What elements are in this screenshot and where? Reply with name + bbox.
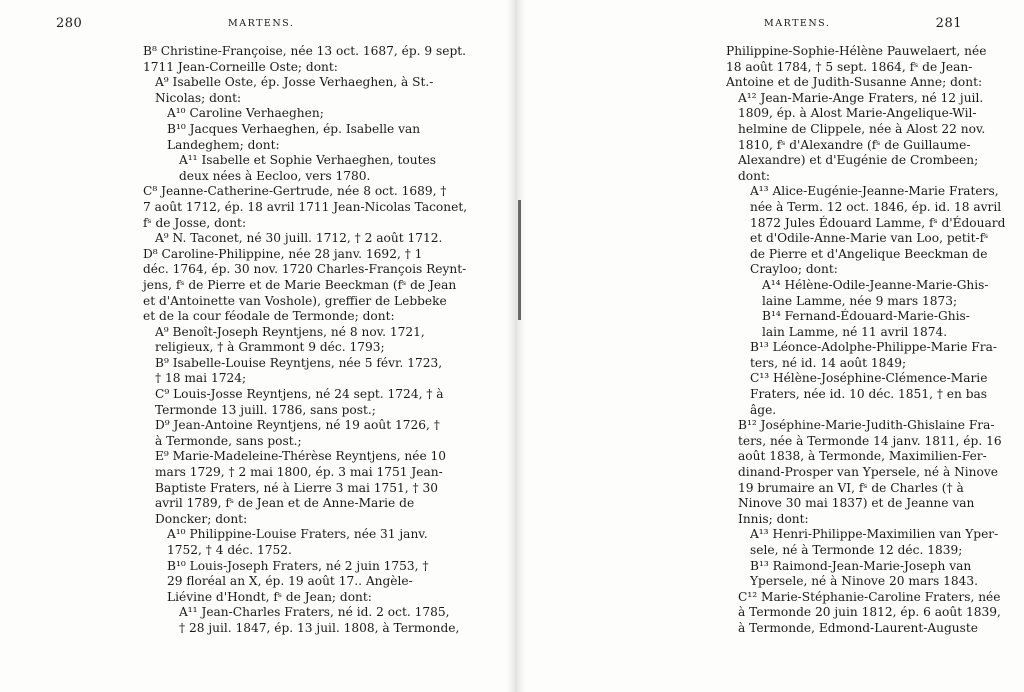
text-line: dinand-Prosper van Ypersele, né à Ninove <box>738 465 998 480</box>
text-line: Landeghem; dont: <box>167 137 280 152</box>
text-line: 29 floréal an X, ép. 19 août 17.. Angèle- <box>167 574 413 589</box>
text-line: Crayloo; dont: <box>750 262 838 277</box>
page-gutter <box>506 0 526 692</box>
text-line: C⁹ Louis-Josse Reyntjens, né 24 sept. 1724, † à <box>155 387 444 402</box>
text-line: Ypersele, né à Ninove 20 mars 1843. <box>750 574 979 589</box>
right-page-number: 281 <box>935 16 962 31</box>
text-line: et d'Odile-Anne-Marie van Loo, petit-fˢ <box>750 231 989 246</box>
text-line: A⁹ N. Taconet, né 30 juill. 1712, † 2 août 1712. <box>155 231 443 246</box>
text-line: 19 brumaire an VI, fˢ de Charles († à <box>738 480 964 495</box>
text-line: A⁹ Isabelle Oste, ép. Josse Verhaeghen, à St.- <box>155 75 434 90</box>
text-line: A¹¹ Isabelle et Sophie Verhaeghen, toutes <box>179 153 436 168</box>
text-line: âge. <box>750 402 777 417</box>
text-line: Antoine et de Judith-Susanne Anne; dont: <box>726 75 983 90</box>
text-line: deux nées à Eecloo, vers 1780. <box>179 168 371 183</box>
text-line: Fraters, née id. 10 déc. 1851, † en bas <box>750 387 988 402</box>
left-page-number: 280 <box>56 16 83 31</box>
text-line: et de la cour féodale de Termonde; dont: <box>143 309 395 324</box>
text-line: A¹³ Henri-Philippe-Maximilien van Yper- <box>750 527 999 542</box>
text-line: 7 août 1712, ép. 18 avril 1711 Jean-Nicolas Taconet, <box>143 199 468 214</box>
left-page <box>0 0 506 692</box>
text-line: 1809, ép. à Alost Marie-Angelique-Wil- <box>738 106 977 121</box>
text-line: B¹⁴ Fernand-Édouard-Marie-Ghis- <box>762 309 970 324</box>
text-line: B¹³ Raimond-Jean-Marie-Joseph van <box>750 558 972 573</box>
left-page-text <box>143 44 468 637</box>
text-line: ters, né id. 14 août 1849; <box>750 355 907 370</box>
text-line: A¹⁴ Hélène-Odile-Jeanne-Marie-Ghis- <box>762 277 989 292</box>
left-page-header: 280 MARTENS. <box>56 16 295 31</box>
text-line: E⁹ Marie-Madeleine-Thérèse Reyntjens, née 10 <box>155 449 447 464</box>
text-line: D⁹ Jean-Antoine Reyntjens, né 19 août 1726, † <box>155 418 440 433</box>
text-line: déc. 1764, ép. 30 nov. 1720 Charles-François Reynt- <box>143 262 467 277</box>
text-line: A¹² Jean-Marie-Ange Fraters, né 12 juil. <box>738 90 984 105</box>
text-line: B⁸ Christine-Françoise, née 13 oct. 1687, ép. 9 sept. <box>143 44 467 58</box>
text-line: 1711 Jean-Corneille Oste; dont: <box>143 59 338 74</box>
text-line: avril 1789, fˢ de Jean et de Anne-Marie de <box>155 496 415 511</box>
text-line: C⁸ Jeanne-Catherine-Gertrude, née 8 oct. 1689, † <box>143 184 447 199</box>
text-line: dont: <box>738 168 770 183</box>
text-line: Innis; dont: <box>738 511 809 526</box>
text-line: et d'Antoinette van Voshole), greffier de Lebbeke <box>143 293 447 308</box>
text-line: sele, né à Termonde 12 déc. 1839; <box>750 543 963 557</box>
text-line: 1872 Jules Édouard Lamme, fˢ d'Édouard <box>750 215 1006 230</box>
text-line: A¹⁰ Philippine-Louise Fraters, née 31 janv. <box>167 527 428 542</box>
text-line: † 18 mai 1724; <box>155 371 247 386</box>
text-line: août 1838, à Termonde, Maximilien-Fer- <box>738 449 987 464</box>
text-line: 18 août 1784, † 5 sept. 1864, fˢ de Jean- <box>726 59 973 74</box>
text-line: 1752, † 4 déc. 1752. <box>167 543 292 557</box>
text-line: née à Term. 12 oct. 1846, ép. id. 18 avril <box>750 199 1002 214</box>
text-line: de Pierre et d'Angelique Beeckman de <box>750 246 988 261</box>
text-line: A⁹ Benoît-Joseph Reyntjens, né 8 nov. 1721, <box>155 324 425 339</box>
text-line: jens, fˢ de Pierre et de Marie Beeckman (fˢ de Jean <box>143 277 457 292</box>
text-line: B¹⁰ Jacques Verhaeghen, ép. Isabelle van <box>167 121 421 136</box>
right-page-header: MARTENS. 281 <box>764 16 962 31</box>
text-line: ters, née à Termonde 14 janv. 1811, ép. 16 <box>738 433 1002 448</box>
text-line: mars 1729, † 2 mai 1800, ép. 3 mai 1751 Jean- <box>155 465 443 480</box>
text-line: à Termonde 20 juin 1812, ép. 6 août 1839, <box>738 605 1001 620</box>
right-page-text <box>726 44 1006 637</box>
text-line: Doncker; dont: <box>155 511 248 526</box>
text-line: B⁹ Isabelle-Louise Reyntjens, née 5 févr. 1723, <box>155 355 443 370</box>
text-line: Termonde 13 juill. 1786, sans post.; <box>155 402 376 417</box>
text-line: à Termonde, sans post.; <box>155 433 302 448</box>
text-line: † 28 juil. 1847, ép. 13 juil. 1808, à Termonde, <box>179 620 460 635</box>
text-line: Philippine-Sophie-Hélène Pauwelaert, née <box>726 44 987 58</box>
text-line: Alexandre) et d'Eugénie de Crombeen; <box>738 153 979 168</box>
binding-mark <box>518 200 521 320</box>
text-line: Ninove 30 mai 1837) et de Jeanne van <box>738 496 975 511</box>
text-line: B¹³ Léonce-Adolphe-Philippe-Marie Fra- <box>750 340 997 355</box>
text-line: B¹⁰ Louis-Joseph Fraters, né 2 juin 1753, † <box>167 558 429 573</box>
text-line: fˢ de Josse, dont: <box>143 215 247 230</box>
text-line: à Termonde, Edmond-Laurent-Auguste <box>738 620 979 635</box>
text-line: religieux, † à Grammont 9 déc. 1793; <box>155 340 385 355</box>
text-line: D⁸ Caroline-Philippine, née 28 janv. 1692, † 1 <box>143 246 423 261</box>
text-line: 1810, fˢ d'Alexandre (fˢ de Guillaume- <box>738 137 971 152</box>
text-line: Baptiste Fraters, né à Lierre 3 mai 1751, † 30 <box>155 480 439 495</box>
text-line: A¹¹ Jean-Charles Fraters, né id. 2 oct. 1785, <box>179 605 450 620</box>
text-line: laine Lamme, née 9 mars 1873; <box>762 293 958 308</box>
text-line: C¹³ Hélène-Joséphine-Clémence-Marie <box>750 371 988 386</box>
text-line: A¹⁰ Caroline Verhaeghen; <box>167 106 324 121</box>
text-line: helmine de Clippele, née à Alost 22 nov. <box>738 121 986 136</box>
text-line: Liévine d'Hondt, fˢ de Jean; dont: <box>167 589 372 604</box>
text-line: B¹² Joséphine-Marie-Judith-Ghislaine Fra- <box>738 418 995 433</box>
text-line: C¹² Marie-Stéphanie-Caroline Fraters, née <box>738 589 1001 604</box>
text-line: A¹³ Alice-Eugénie-Jeanne-Marie Fraters, <box>750 184 999 199</box>
text-line: Nicolas; dont: <box>155 90 242 105</box>
text-line: lain Lamme, né 11 avril 1874. <box>762 324 948 339</box>
right-page <box>526 0 1024 692</box>
